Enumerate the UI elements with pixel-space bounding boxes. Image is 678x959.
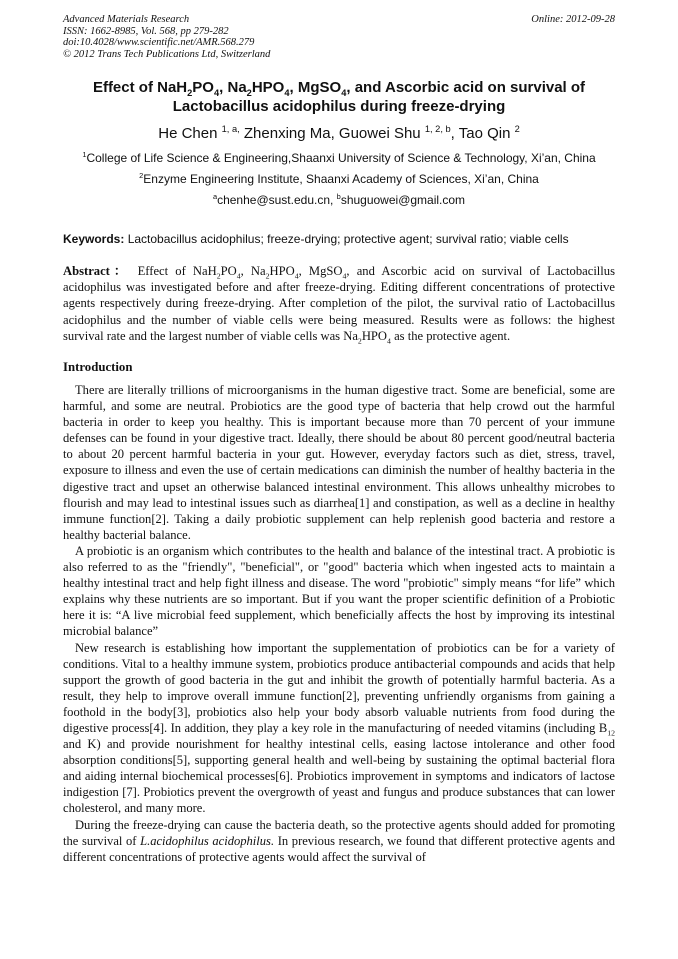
journal-header: [63, 14, 615, 60]
issn-line: ISSN: 1662-8985, Vol. 568, pp 279-282: [63, 25, 229, 37]
intro-paragraph-1: There are literally trillions of microorganisms in the human digestive tract. Some are beneficial, some are harmful, and some are neutral. Probiotics are the good type of bacteria that help crowd out the harmful bacteria in order to keep you healthy. This is important because more than 70 percent of your immune defenses can be found in your digestive tract. Ideally, there should be about 80 percent good/neutral bacteria to about 20 percent harmful bacteria in your gut. However, everyday factors such as diet, stress, travel, exposure to illness and even the use of certain medications can diminish the number of healthy bacteria in the digestive tract and upset an otherwise balanced intestinal environment. This allows unhealthy microbes to flourish and may lead to intestinal issues such as diarrhea[1] and constipation, as well as a decline in healthy immune function[2]. Taking a daily probiotic supplement can help replenish good bacteria and restore a healthy bacterial balance.: [63, 383, 615, 542]
keywords-label: Keywords:: [63, 232, 125, 246]
title-line-1: Effect of $NaH_2PO_4$, $Na_2HPO_4$, MgSO$_4$, and Ascorbic acid on survival of: [92, 79, 586, 98]
abstract-label: Abstract：: [63, 264, 131, 278]
author-emails: $^a$chenhe@sust.edu.cn, $^b$shuguowei@gmail.com: [212, 192, 466, 207]
paper-page: [63, 14, 615, 865]
abstract: Abstract： Effect of $NaH_2PO_4$, $Na_2HPO_4$, MgSO$_4$, and Ascorbic acid on survival of Lactobacillus acidophilus was investigated before and after freeze-drying. Editing different concentrations of protective agents respectively during freeze-drying. After completion of the pilot, the survival ratio of Lactobacillus acidophilus and the number of viable cells were being measured. Results were as follows: the highest survival rate and the largest number of viable cells was $Na_2HPO_4$ as the protective agent.: [63, 264, 616, 346]
doi-line: doi:10.4028/www.scientific.net/AMR.568.279: [63, 37, 255, 48]
email-link[interactable]: shuguowei@gmail.com: [340, 193, 466, 207]
intro-paragraph-2: A probiotic is an organism which contributes to the health and balance of the intestinal tract. A probiotic is also referred to as the "friendly", "beneficial", or "good" bacteria which when ingested acts to maintain a healthy intestinal tract and help fight illness and disease. The word "probiotic" simply means “for life” which explains why these nutrients are so important. But if you want the proper scientific definition of a Probiotic here it is: “A live microbial feed supplement, which beneficially affects the host by improving its intestinal microbial balance”: [63, 543, 615, 639]
online-date: Online: 2012-09-28: [531, 14, 615, 25]
keywords: [63, 231, 615, 247]
affiliation-2: $^2$Enzyme Engineering Institute, Shaanxi Academy of Sciences, Xi’an, China: [139, 171, 539, 186]
keywords-text: Lactobacillus acidophilus; freeze-drying; protective agent; survival ratio; viable cells: [124, 232, 569, 246]
title-line-2: Lactobacillus acidophilus during freeze-drying: [172, 98, 506, 115]
intro-paragraph-3: New research is establishing how important the supplementation of probiotics can be for a variety of conditions. Vital to a healthy immune system, probiotics produce antibacterial compounds and acids that help support the growth of good bacteria in the gut and inhibit the growth of potentially harmful bacteria. As a result, they help to improve overall immune function[2], preventing unfriendly organisms from gaining a foothold in the body[3], probiotics also help your body absorb valuable nutrients from food during the digestive process[4]. In addition, they play a key role in the manufacturing of needed vitamins (including $B_{12}$ and K) and provide nourishment for healthy intestinal cells, easing lactose intolerance and other food absorption conditions[5], supporting general health and well-being by sustaining the optimal bacterial flora and aiding internal biochemical processes[6]. Probiotics improvement in symptoms and indicators of lactose indigestion [7]. Probiotics prevent the overgrowth of yeast and fungus and produce substances that can lower cholesterol, and many more.: [63, 640, 615, 816]
email-link[interactable]: chenhe@sust.edu.cn,: [217, 193, 337, 207]
intro-paragraph-4: During the freeze-drying can cause the bacteria death, so the protective agents should added for promoting the survival of L.acidophilus acidophilus. In previous research, we found that different protective agents and different concentrations of protective agents would affect the survival of: [63, 817, 615, 864]
author-list: He Chen $^{1, a,}$ Zhenxing Ma, Guowei Shu $^{1, 2, b}$, Tao Qin $^2$: [158, 124, 520, 142]
journal-name: Advanced Materials Research: [63, 14, 190, 25]
copyright-line: © 2012 Trans Tech Publications Ltd, Switzerland: [63, 48, 271, 60]
affiliation-1: $^1$College of Life Science & Engineering,Shaanxi University of Science & Technology, Xi’an, China: [82, 150, 596, 165]
section-heading-introduction: Introduction: [63, 360, 133, 375]
paper-title: [63, 78, 615, 116]
